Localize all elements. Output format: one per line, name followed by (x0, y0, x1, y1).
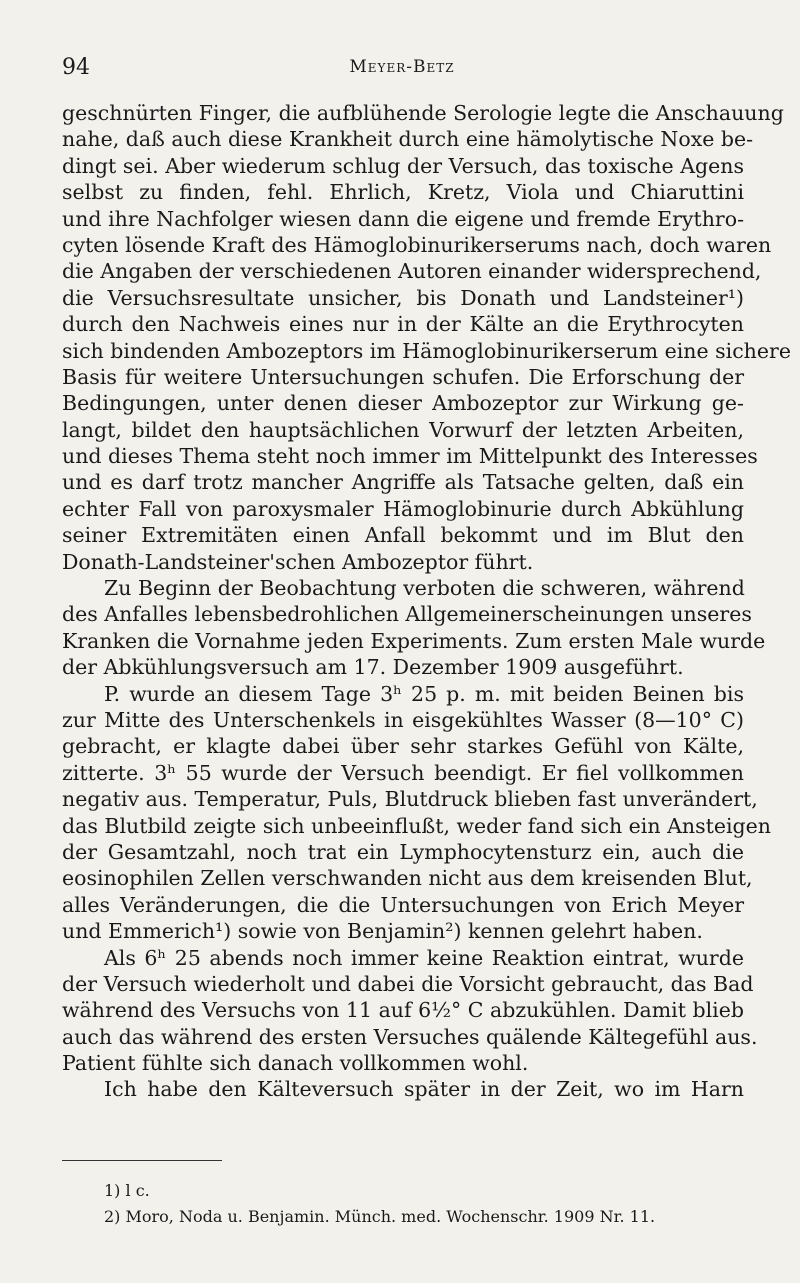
text-line: cyten lösende Kraft des Hämoglobinurikerserums nach, doch waren (62, 232, 772, 257)
body-text (62, 100, 791, 1103)
text-line: Donath-Landsteiner'schen Ambozeptor führt. (62, 549, 534, 574)
text-line: Zu Beginn der Beobachtung verboten die schweren, während (104, 576, 745, 601)
text-line: alles Veränderungen, die die Untersuchungen von Erich Meyer (62, 892, 744, 917)
footnote: 2) Moro, Noda u. Benjamin. Münch. med. Wochenschr. 1909 Nr. 11. (104, 1207, 656, 1226)
text-line: auch das während des ersten Versuches quälende Kältegefühl aus. (62, 1024, 758, 1049)
text-line: seiner Extremitäten einen Anfall bekommt und im Blut den (62, 523, 744, 548)
text-line: dingt sei. Aber wiederum schlug der Versuch, das toxische Agens (62, 153, 744, 178)
text-line: der Gesamtzahl, noch trat ein Lymphocytensturz ein, auch die (62, 839, 744, 864)
text-line: das Blutbild zeigte sich unbeeinflußt, weder fand sich ein Ansteigen (62, 813, 771, 838)
text-line: Basis für weitere Untersuchungen schufen. Die Erforschung der (62, 364, 744, 389)
footnote: 1) l c. (104, 1181, 150, 1200)
text-line: langt, bildet den hauptsächlichen Vorwurf der letzten Arbeiten, (62, 417, 744, 442)
text-line: nahe, daß auch diese Krankheit durch eine hämolytische Noxe be- (62, 127, 754, 152)
text-line: des Anfalles lebensbedrohlichen Allgemeinerscheinungen unseres (62, 602, 752, 627)
text-line: zitterte. 3ʰ 55 wurde der Versuch beendigt. Er fiel vollkommen (62, 760, 744, 785)
text-line: echter Fall von paroxysmaler Hämoglobinurie durch Abkühlung (62, 496, 744, 521)
running-head: Meyer-Betz (349, 57, 455, 77)
text-line: und es darf trotz mancher Angriffe als Tatsache gelten, daß ein (62, 470, 744, 495)
text-line: während des Versuchs von 11 auf 6½° C abzukühlen. Damit blieb (62, 998, 744, 1023)
text-line: durch den Nachweis eines nur in der Kälte an die Erythrocyten (62, 312, 744, 337)
text-line: gebracht, er klagte dabei über sehr starkes Gefühl von Kälte, (62, 734, 744, 759)
text-line: selbst zu finden, fehl. Ehrlich, Kretz, Viola und Chiaruttini (62, 180, 744, 205)
page-header (62, 55, 742, 83)
text-line: Patient fühlte sich danach vollkommen wohl. (62, 1051, 529, 1076)
text-line: Als 6ʰ 25 abends noch immer keine Reaktion eintrat, wurde (104, 945, 744, 970)
text-line: eosinophilen Zellen verschwanden nicht aus dem kreisenden Blut, (62, 866, 753, 891)
text-line: und dieses Thema steht noch immer im Mittelpunkt des Interesses (62, 444, 758, 469)
text-line: der Abkühlungsversuch am 17. Dezember 1909 ausgeführt. (62, 655, 684, 680)
text-line: P. wurde an diesem Tage 3ʰ 25 p. m. mit beiden Beinen bis (104, 681, 744, 706)
text-line: negativ aus. Temperatur, Puls, Blutdruck blieben fast unverändert, (62, 787, 758, 812)
text-line: die Angaben der verschiedenen Autoren einander widersprechend, (62, 259, 762, 284)
footnotes (62, 1178, 744, 1230)
text-line: der Versuch wiederholt und dabei die Vorsicht gebraucht, das Bad (62, 971, 754, 996)
footnote-divider (62, 1160, 222, 1161)
text-line: und ihre Nachfolger wiesen dann die eigene und fremde Erythro- (62, 206, 744, 231)
text-line: die Versuchsresultate unsicher, bis Donath und Landsteiner¹) (62, 285, 744, 310)
text-line: zur Mitte des Unterschenkels in eisgekühltes Wasser (8—10° C) (62, 707, 744, 732)
text-line: und Emmerich¹) sowie von Benjamin²) kennen gelehrt haben. (62, 919, 703, 944)
text-line: geschnürten Finger, die aufblühende Serologie legte die Anschauung (62, 101, 784, 125)
page-number: 94 (62, 55, 90, 80)
text-line: Kranken die Vornahme jeden Experiments. Zum ersten Male wurde (62, 628, 766, 653)
text-line: sich bindenden Ambozeptors im Hämoglobinurikerserum eine sichere (62, 338, 791, 363)
text-line: Ich habe den Kälteversuch später in der Zeit, wo im Harn (104, 1077, 744, 1102)
text-line: Bedingungen, unter denen dieser Ambozeptor zur Wirkung ge- (62, 391, 744, 416)
